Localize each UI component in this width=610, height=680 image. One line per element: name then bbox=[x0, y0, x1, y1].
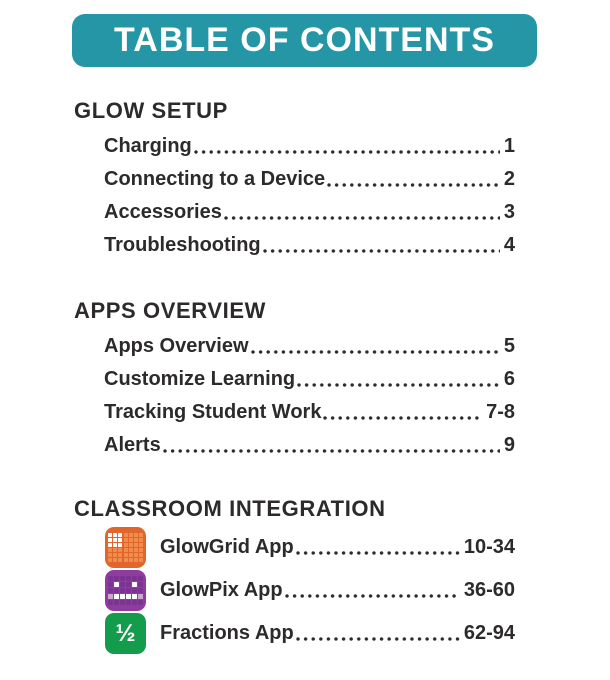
dotted-leader bbox=[224, 216, 500, 220]
toc-row bbox=[104, 369, 515, 390]
toc-page-number: 6 bbox=[503, 368, 515, 390]
section-entries bbox=[104, 136, 515, 256]
toc-row bbox=[105, 570, 515, 611]
toc-page-number: 2 bbox=[503, 168, 515, 190]
toc-content bbox=[74, 98, 515, 654]
one-half-glyph: ½ bbox=[115, 619, 136, 647]
fractions-app-icon bbox=[105, 613, 146, 654]
toc-entry-label: Alerts bbox=[104, 434, 161, 456]
toc-page-number: 10-34 bbox=[463, 536, 515, 558]
toc-page-number: 36-60 bbox=[463, 579, 515, 601]
toc-entry-label: Fractions App bbox=[160, 622, 294, 644]
section-heading-apps-overview: APPS OVERVIEW bbox=[74, 298, 266, 323]
dotted-leader bbox=[296, 637, 460, 641]
toc-entry-label: GlowPix App bbox=[160, 579, 283, 601]
glowgrid-app-icon bbox=[105, 527, 146, 568]
dotted-leader bbox=[194, 150, 500, 154]
page-title: TABLE OF CONTENTS bbox=[114, 21, 495, 59]
dotted-leader bbox=[327, 183, 500, 187]
toc-page-number: 4 bbox=[503, 234, 515, 256]
toc-entry-label: Tracking Student Work bbox=[104, 401, 322, 423]
toc-page-number: 62-94 bbox=[463, 622, 515, 644]
toc-row bbox=[105, 527, 515, 568]
section-heading-classroom-integration: CLASSROOM INTEGRATION bbox=[74, 496, 386, 521]
dotted-leader bbox=[297, 383, 500, 387]
toc-page-number: 7-8 bbox=[486, 401, 515, 423]
dotted-leader bbox=[296, 551, 460, 555]
table-of-contents-banner bbox=[72, 14, 537, 67]
dotted-leader bbox=[263, 249, 500, 253]
toc-row bbox=[104, 169, 515, 190]
section-heading-glow-setup: GLOW SETUP bbox=[74, 98, 228, 123]
section-entries bbox=[104, 336, 515, 456]
toc-row bbox=[104, 435, 515, 456]
toc-page-number: 5 bbox=[503, 335, 515, 357]
toc-entry-label: Connecting to a Device bbox=[104, 168, 326, 190]
toc-entry-label: Apps Overview bbox=[104, 335, 249, 357]
dotted-leader bbox=[285, 594, 460, 598]
dotted-leader bbox=[163, 449, 500, 453]
toc-row bbox=[104, 336, 515, 357]
toc-row bbox=[104, 402, 515, 423]
toc-entry-label: Accessories bbox=[104, 201, 222, 223]
toc-page-number: 3 bbox=[503, 201, 515, 223]
app-entries bbox=[105, 527, 515, 654]
toc-entry-label: Customize Learning bbox=[104, 368, 296, 390]
toc-row bbox=[104, 136, 515, 157]
toc-row bbox=[105, 613, 515, 654]
toc-entry-label: Troubleshooting bbox=[104, 234, 261, 256]
toc-page-number: 9 bbox=[503, 434, 515, 456]
toc-entry-label: Charging bbox=[104, 135, 192, 157]
toc-page-number: 1 bbox=[503, 135, 515, 157]
toc-row bbox=[104, 235, 515, 256]
pixel-grid bbox=[105, 570, 146, 611]
glowpix-app-icon bbox=[105, 570, 146, 611]
dotted-leader bbox=[323, 416, 482, 420]
toc-row bbox=[104, 202, 515, 223]
pixel-grid bbox=[105, 527, 146, 568]
dotted-leader bbox=[251, 350, 500, 354]
toc-entry-label: GlowGrid App bbox=[160, 536, 294, 558]
